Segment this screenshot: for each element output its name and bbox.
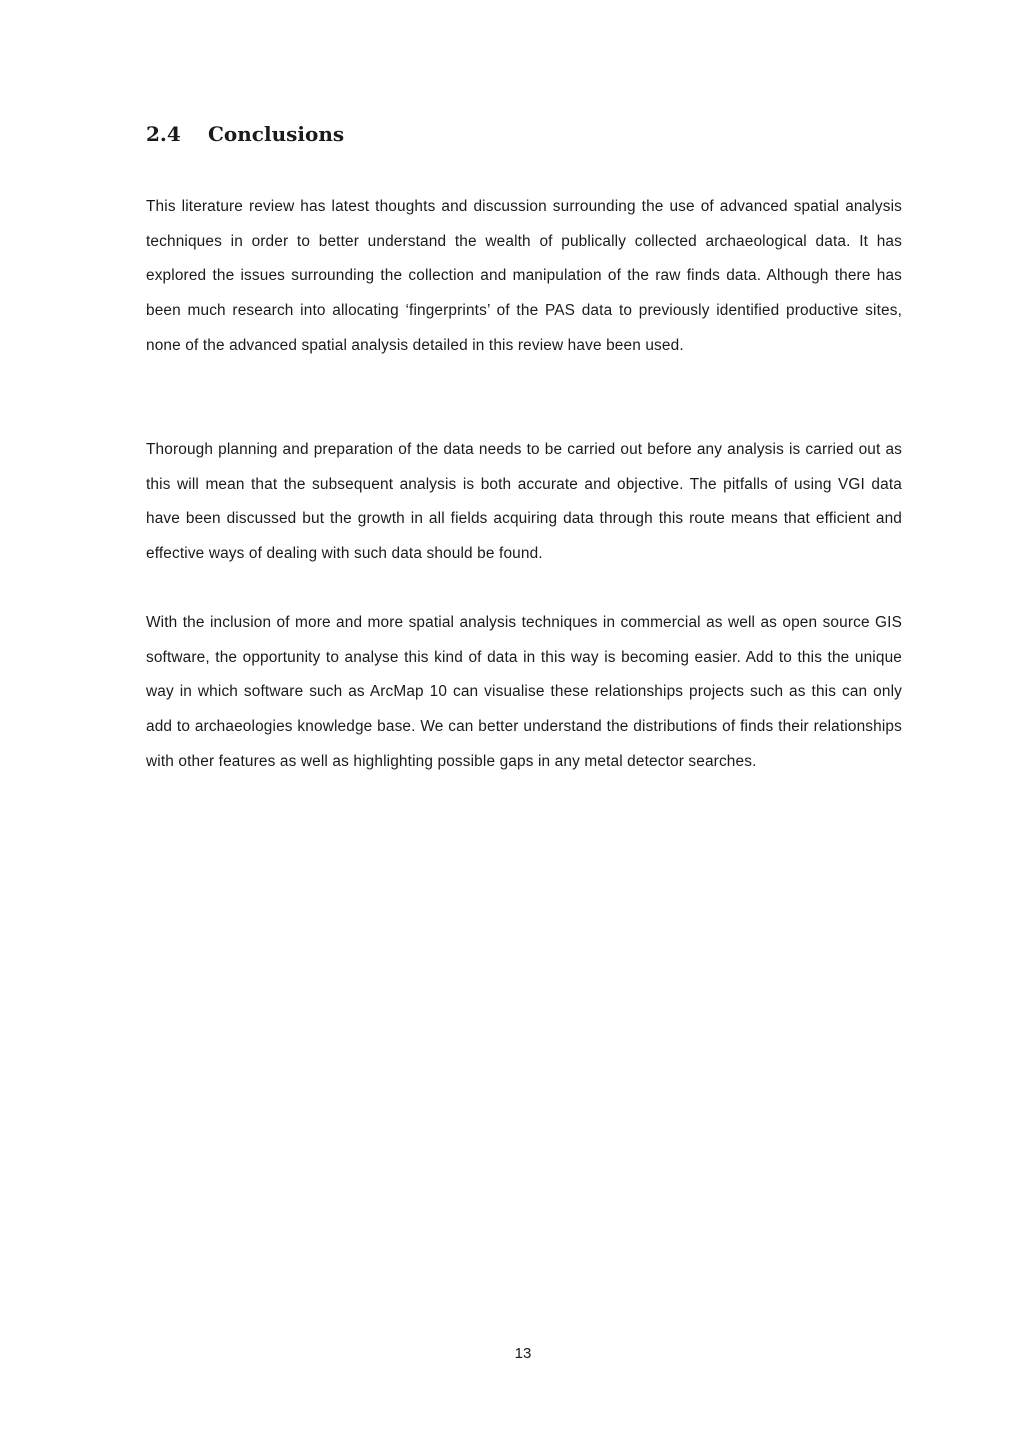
page-number: 13 [514,1345,532,1362]
body-paragraph-2: Thorough planning and preparation of the data needs to be carried out before any analysis is carried out as this will mean that the subsequent analysis is both accurate and objective. The pitfalls of using VGI data have been discussed but the growth in all fields acquiring data through this route means that efficient and effective ways of dealing with such data should be found. [146,441,902,563]
section-number: 2.4 [146,122,181,146]
section-heading [146,120,344,148]
body-paragraph-1: This literature review has latest thoughts and discussion surrounding the use of advanced spatial analysis techniques in order to better understand the wealth of publically collected archaeological data. It has explored the issues surrounding the collection and manipulation of the raw finds data. Although there has been much research into allocating ‘fingerprints’ of the PAS data to previously identified productive sites, none of the advanced spatial analysis detailed in this review have been used. [146,198,902,354]
body-paragraph-3: With the inclusion of more and more spatial analysis techniques in commercial as well as open source GIS software, the opportunity to analyse this kind of data in this way is becoming easier. Add to this the unique way in which software such as ArcMap 10 can visualise these relationships projects such as this can only add to archaeologies knowledge base. We can better understand the distributions of finds their relationships with other features as well as highlighting possible gaps in any metal detector searches. [146,614,902,770]
section-title: Conclusions [208,122,345,146]
